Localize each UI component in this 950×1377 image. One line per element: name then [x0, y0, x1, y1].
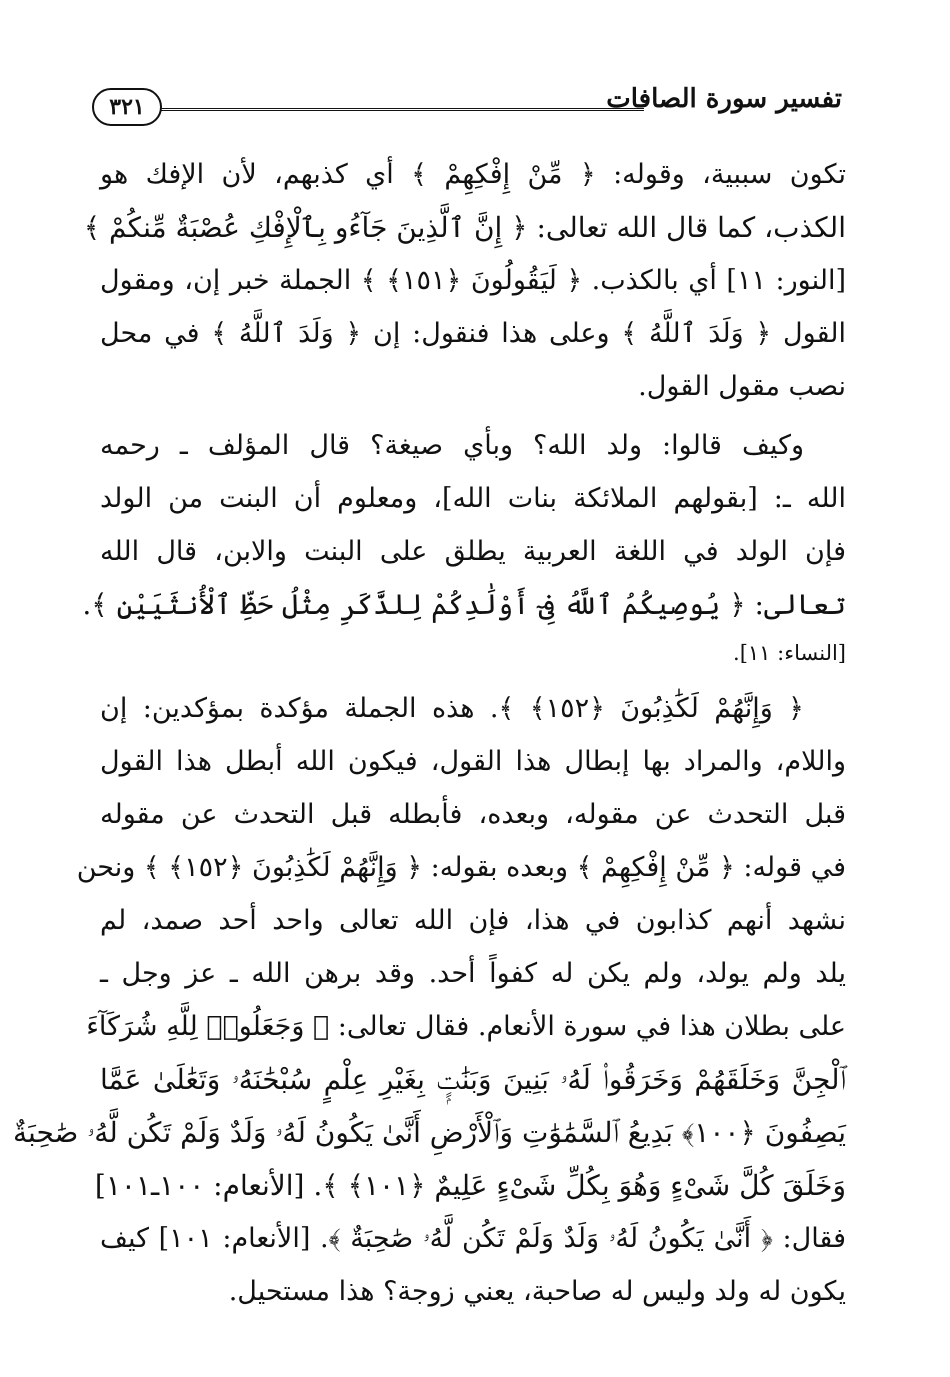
verse-line: يَصِفُونَ ﴿١٠٠﴾ بَدِيعُ ٱلسَّمَٰوَٰتِ وَٱلْأَرْضِ أَنَّىٰ يَكُونُ لَهُۥ وَلَدٌ وَلَمْ تَكُن لَّهُۥ صَٰحِبَةٌ: [12, 1116, 846, 1149]
text-line: نصب مقول القول.: [638, 371, 846, 402]
text-line: ﴿ وَإِنَّهُمْ لَكَٰذِبُونَ ﴿١٥٢﴾ ﴾. هذه الجملة مؤكدة بمؤكدين: إن: [100, 693, 804, 724]
text-line: فقال: ﴿ أَنَّىٰ يَكُونُ لَهُۥ وَلَدٌ وَلَمْ تَكُن لَّهُۥ صَٰحِبَةٌ ﴾. [الأنعام: ١٠١] كيف: [100, 1223, 846, 1254]
text-line: الكذب، كما قال الله تعالى: ﴿ إِنَّ ٱلَّذِينَ جَآءُو بِٱلْإِفْكِ عُصْبَةٌ مِّنكُمْ ﴾: [83, 211, 846, 244]
text-line: فإن الولد في اللغة العربية يطلق على البنت والابن، قال الله: [100, 536, 846, 567]
text-line: نشهد أنهم كذابون في هذا، فإن الله تعالى واحد أحد صمد، لم: [100, 905, 846, 936]
header-rule: [160, 108, 644, 114]
page-body: [12, 148, 847, 1318]
text-line: تكون سببية، وقوله: ﴿ مِّنْ إِفْكِهِمْ ﴾ أي كذبهم، لأن الإفك هو: [100, 159, 846, 190]
text-line: [النور: ١١] أي بالكذب. ﴿ لَيَقُولُونَ ﴿١٥١﴾ ﴾ الجملة خبر إن، ومقول: [100, 265, 847, 296]
verse-line: ٱلْجِنَّ وَخَلَقَهُمْ وَخَرَقُوا۟ لَهُۥ بَنِينَ وَبَنَٰتٍۭ بِغَيْرِ عِلْمٍ سُبْحَٰنَهُۥ وَتَعَٰلَىٰ عَمَّا: [100, 1063, 846, 1096]
text-line: يكون له ولد وليس له صاحبة، يعني زوجة؟ هذا مستحيل.: [228, 1276, 846, 1307]
text-line: في قوله: ﴿ مِّنْ إِفْكِهِمْ ﴾ وبعده بقوله: ﴿ وَإِنَّهُمْ لَكَٰذِبُونَ ﴿١٥٢﴾ ﴾ ونحن: [76, 852, 846, 883]
text-line: القول ﴿ وَلَدَ ٱللَّهُ ﴾ وعلى هذا فنقول: إن ﴿ وَلَدَ ٱللَّهُ ﴾ في محل: [100, 318, 846, 349]
text-line: يلد ولم يولد، ولم يكن له كفواً أحد. وقد برهن الله ـ عز وجل ـ: [100, 958, 846, 989]
text-line: على بطلان هذا في سورة الأنعام. فقال تعالى: ﴿ وَجَعَلُوا۟ لِلَّهِ شُرَكَآءَ: [86, 1011, 846, 1042]
citation-line: [النساء: ١١].: [733, 641, 846, 665]
text-line: وكيف قالوا: ولد الله؟ وبأي صيغة؟ قال المؤلف ـ رحمه: [100, 430, 804, 461]
running-title: تفسير سورة الصافات: [606, 84, 842, 114]
text-line: الله ـ: [بقولهم الملائكة بنات الله]، ومعلوم أن البنت من الولد: [100, 483, 846, 514]
text-line: واللام، والمراد بها إبطال هذا القول، فيكون الله أبطل هذا القول: [100, 746, 846, 777]
page-header: [92, 84, 842, 128]
text-line: تعالى: ﴿ يُوصِيكُمُ ٱللَّهُ فِىٓ أَوْلَٰدِكُمْ لِلذَّكَرِ مِثْلُ حَظِّ ٱلْأُنثَيَيْنِ ﴾.: [82, 588, 846, 621]
text-line: قبل التحدث عن مقوله، وبعده، فأبطله قبل التحدث عن مقوله: [100, 799, 846, 830]
verse-line: وَخَلَقَ كُلَّ شَىْءٍ وَهُوَ بِكُلِّ شَىْءٍ عَلِيمٌ ﴿١٠١﴾ ﴾. [الأنعام: ١٠٠ـ١٠١]: [94, 1169, 846, 1202]
page-number-badge: ٣٢١: [92, 88, 162, 126]
